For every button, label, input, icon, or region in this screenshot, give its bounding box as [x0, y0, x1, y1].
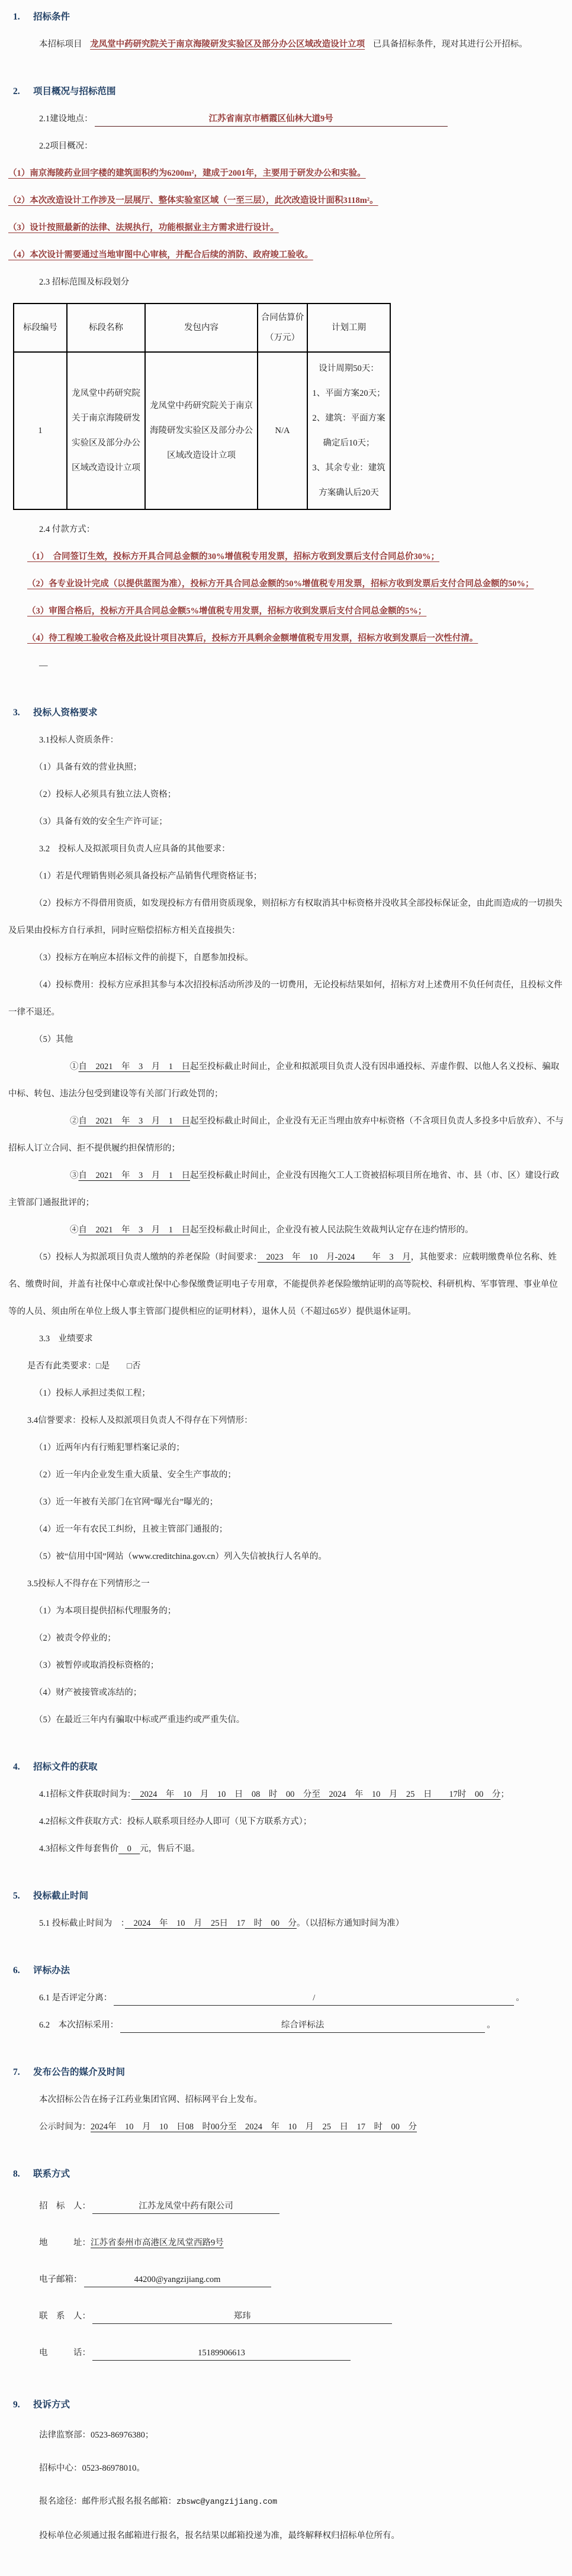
credit-item-1: （1）近两年内有行贿犯罪档案记录的； — [34, 1443, 185, 1452]
doc-price — [6, 1835, 566, 1862]
col-section-no: 标段编号 — [14, 304, 67, 352]
construction-site-row — [6, 105, 566, 133]
email-value: 44200@yangzijiang.com — [84, 2274, 271, 2287]
forbidden-item-4: （4）财产被接管或冻结的； — [34, 1688, 142, 1697]
bid-deadline-value: 2024 年 10 月 25日 17 时 00 分 — [125, 1919, 297, 1928]
clause-4-text: 起至投标截止时间止，企业没有被人民法院生效裁判认定存在违约情形的。 — [190, 1225, 474, 1235]
phone-label: 电 话： — [39, 2348, 91, 2358]
eval-separation-end: 。 — [516, 1993, 525, 2003]
table-header-row — [14, 304, 390, 352]
payment-item-2: （2）各专业设计完成（以提供蓝图为准），投标方开具合同总金额的50%增值税专用发票，招标方收到发票后支付合同总金额的50%； — [27, 579, 534, 589]
section-6-title: 评标办法 — [33, 1965, 70, 1975]
section-2-number: 2. — [13, 86, 20, 96]
qualification-item-1: （1）具备有效的营业执照； — [34, 763, 142, 772]
payment-label: 2.4 付款方式： — [39, 525, 95, 534]
other-item-2: （2）投标方不得借用资质，如发现投标方有借用资质现象，则招标方有权取消其中标资格并没收其全部投标保证金，由此而造成的一切损失及后果由投标方自行承担，同时应赔偿招标方相关直接损失： — [8, 899, 563, 935]
overview-item-1: （1）南京海陵药业回字楼的建筑面积约为6200m²，建成于2001年，主要用于研发办公和实验。 — [8, 169, 366, 178]
bid-deadline-suffix: 。（以招标方通知时间为准） — [297, 1919, 404, 1928]
section-5-number: 5. — [13, 1891, 20, 1901]
pension-period: 2023 年 10 月-2024 年 3 月 — [258, 1253, 411, 1262]
email-label: 电子邮箱： — [39, 2275, 82, 2284]
scope-label: 2.3 招标范围及标段划分 — [39, 277, 130, 287]
section-6-number: 6. — [13, 1965, 20, 1975]
section-4-title: 招标文件的获取 — [33, 1762, 98, 1772]
clause-1 — [6, 1053, 566, 1108]
publicity-period-label: 公示时间为： — [39, 2122, 91, 2132]
separator-dash: — — [39, 661, 48, 670]
phone-value: 15189906613 — [92, 2347, 351, 2361]
publicity-period — [6, 2113, 566, 2141]
table-row — [14, 352, 390, 509]
pension-prefix: （5）投标人为拟派项目负责人缴纳的养老保险（时间要求： — [34, 1253, 258, 1262]
qualification-item-2: （2）投标人必须具有独立法人资格； — [34, 790, 176, 799]
col-estimated-price-line2: （万元） — [265, 333, 300, 343]
clause-2-marker: ② — [70, 1116, 79, 1126]
col-estimated-price-line1: 合同估算价 — [261, 313, 304, 322]
clause-4-date: 自 2021 年 3 月 1 日 — [78, 1225, 190, 1235]
registration-note: 投标单位必须通过报名邮箱进行报名，报名结果以邮箱投递为准，最终解释权归招标单位所有。 — [39, 2531, 400, 2541]
schedule-line-1: 设计周期50天： — [319, 364, 379, 373]
forbidden-label: 3.5投标人不得存在下列情形之一 — [27, 1579, 150, 1589]
section-1-title: 招标条件 — [33, 12, 70, 22]
legal-supervision-phone: 法律监察部：0523-86976380； — [39, 2430, 154, 2440]
bid-center-phone: 招标中心：0523-86978010。 — [39, 2464, 145, 2473]
email-row — [6, 2261, 566, 2298]
credit-item-2: （2）近一年内企业发生重大质量、安全生产事故的； — [34, 1470, 236, 1480]
cell-estimated-price: N/A — [258, 352, 307, 509]
contact-person-row — [6, 2298, 566, 2335]
section-6-heading — [13, 1957, 566, 1984]
section-8-heading — [13, 2161, 566, 2188]
clause-4-marker: ④ — [70, 1225, 79, 1235]
other-item-1: （1）若是代理销售则必须具备投标产品销售代理资格证书； — [34, 871, 262, 881]
tenderer-label: 招 标 人： — [39, 2201, 91, 2211]
credit-label: 3.4信誉要求：投标人及拟派项目负责人不得存在下列情形： — [27, 1416, 253, 1425]
credit-item-3: （3）近一年被有关部门在官网“曝光台”曝光的； — [34, 1497, 218, 1507]
performance-question — [6, 1352, 566, 1380]
clause-1-date: 自 2021 年 3 月 1 日 — [78, 1062, 190, 1071]
clause-3-marker: ③ — [70, 1171, 79, 1180]
clause-3 — [6, 1162, 566, 1216]
section-2-title: 项目概况与招标范围 — [33, 86, 116, 96]
overview-item-4: （4）本次设计需要通过当地审图中心审核，并配合后续的消防、政府竣工验收。 — [8, 250, 313, 260]
cell-section-name: 龙凤堂中药研究院关于南京海陵研发实验区及部分办公区域改造设计立项 — [67, 352, 145, 509]
section-4-heading — [13, 1754, 566, 1781]
doc-price-value: 0 — [118, 1844, 140, 1854]
registration-route-label: 报名途径：邮件形式报名报名邮箱： — [39, 2497, 176, 2506]
eval-method-value: 综合评标法 — [120, 2019, 485, 2033]
bid-deadline — [6, 1910, 566, 1937]
cell-section-no: 1 — [14, 352, 67, 509]
tenderer-value: 江苏龙凤堂中药有限公司 — [92, 2200, 279, 2214]
schedule-line-3: 2、建筑：平面方案确定后10天； — [312, 414, 385, 448]
clause-2-date: 自 2021 年 3 月 1 日 — [78, 1116, 190, 1126]
address-row — [6, 2225, 566, 2261]
address-value: 江苏省泰州市高港区龙凤堂西路9号 — [91, 2238, 224, 2248]
col-section-name: 标段名称 — [67, 304, 145, 352]
eval-method-label: 6.2 本次招标采用： — [39, 2020, 119, 2030]
bid-sections-table — [13, 303, 391, 510]
address-label: 地 址： — [39, 2238, 91, 2248]
announcement-media: 本次招标公告在扬子江药业集团官网、招标网平台上发布。 — [39, 2095, 262, 2104]
pension-suffix: ，其他要求：应载明缴费单位名称、姓名、缴费时间，并盖有社保中心章或社保中心参保缴费证明电子专用章，不能提供养老保险缴纳证明的高等院校、科研机构、军事管理、事业单位等的人员、须由所在单位上级人事主管部门提供相应的证明材料），退休人员（不超过65岁）提供退休证明。 — [8, 1253, 558, 1316]
bid-deadline-label: 5.1 投标截止时间为 ： — [39, 1919, 125, 1928]
overview-item-2: （2）本次改造设计工作涉及一层展厅、整体实验室区域（一至三层），此次改造设计面积3118m²。 — [8, 196, 378, 205]
col-estimated-price — [258, 304, 307, 352]
eval-separation-row — [6, 1984, 566, 2012]
cell-package-content: 龙凤堂中药研究院关于南京海陵研发实验区及部分办公区域改造设计立项 — [145, 352, 258, 509]
forbidden-item-3: （3）被暂停或取消投标资格的； — [34, 1661, 159, 1670]
col-planned-schedule: 计划工期 — [307, 304, 390, 352]
clause-1-marker: ① — [70, 1062, 79, 1071]
intro-suffix: 已具备招标条件，现对其进行公开招标。 — [372, 40, 528, 49]
clause-2 — [6, 1108, 566, 1162]
section-5-heading — [13, 1883, 566, 1910]
section-3-title: 投标人资格要求 — [33, 708, 98, 718]
intro-prefix: 本招标项目 — [39, 40, 82, 49]
tender-intro-paragraph — [6, 31, 566, 58]
doc-obtain-method: 4.2招标文件获取方式：投标人联系项目经办人即可（见下方联系方式）； — [39, 1817, 312, 1826]
section-9-title: 投诉方式 — [33, 2400, 70, 2410]
forbidden-item-2: （2）被责令停业的； — [34, 1634, 116, 1643]
other-item-5: （5）其他 — [34, 1035, 73, 1044]
clause-3-date: 自 2021 年 3 月 1 日 — [78, 1171, 190, 1180]
section-8-title: 联系方式 — [33, 2169, 70, 2179]
phone-row — [6, 2335, 566, 2371]
clause-3-text: 起至投标截止时间止，企业没有因拖欠工人工资被招标项目所在地省、市、县（市、区）建设行政主管部门通报批评的； — [8, 1171, 560, 1208]
eval-method-end: 。 — [487, 2020, 496, 2030]
doc-price-suffix: 元，售后不退。 — [140, 1844, 200, 1854]
section-4-number: 4. — [13, 1762, 20, 1772]
qualification-label: 3.1投标人资质条件： — [39, 735, 119, 745]
contact-person-label: 联 系 人： — [39, 2312, 91, 2321]
col-package-content: 发包内容 — [145, 304, 258, 352]
section-1-heading — [13, 4, 566, 31]
payment-item-3: （3）审图合格后，投标方开具合同总金额5%增值税专用发票，招标方收到发票后支付合同总金额的5%； — [27, 606, 427, 616]
section-9-heading — [13, 2391, 566, 2419]
credit-item-4: （4）近一年有农民工纠纷，且被主管部门通报的； — [34, 1525, 228, 1534]
doc-obtain-time-label: 4.1招标文件获取时间为： — [39, 1790, 131, 1799]
performance-label: 3.3 业绩要求 — [39, 1334, 93, 1344]
eval-separation-label: 6.1 是否评定分离： — [39, 1993, 113, 2003]
eval-method-row — [6, 2012, 566, 2039]
pension-requirement — [6, 1244, 566, 1325]
cell-planned-schedule — [307, 352, 390, 509]
performance-checkboxes: 是否有此类要求：□是 □否 — [27, 1361, 141, 1371]
project-name: 龙凤堂中药研究院关于南京海陵研发实验区及部分办公区域改造设计立项 — [90, 40, 365, 49]
section-7-title: 发布公告的媒介及时间 — [33, 2067, 126, 2077]
doc-obtain-time — [6, 1781, 566, 1808]
doc-price-label: 4.3招标文件每套售价 — [39, 1844, 119, 1854]
publicity-period-value: 2024年 10 月 10 日08 时00分至 2024 年 10 月 25 日 17 时 00 分 — [91, 2122, 417, 2132]
section-8-number: 8. — [13, 2169, 20, 2179]
forbidden-item-5: （5）在最近三年内有骗取中标或严重违约或严重失信。 — [34, 1715, 245, 1725]
section-5-title: 投标截止时间 — [33, 1891, 89, 1901]
forbidden-item-1: （1）为本项目提供招标代理服务的； — [34, 1606, 176, 1616]
payment-item-4: （4）待工程竣工验收合格及此设计项目决算后，投标方开具剩余金额增值税专用发票，招标方收到发票后一次性付清。 — [27, 634, 478, 643]
section-7-number: 7. — [13, 2067, 20, 2077]
section-1-number: 1. — [13, 12, 20, 22]
eval-separation-value: / — [114, 1992, 514, 2006]
construction-site-label: 2.1建设地点： — [39, 114, 93, 124]
section-9-number: 9. — [13, 2400, 20, 2410]
construction-site-value: 江苏省南京市栖霞区仙林大道9号 — [95, 113, 448, 127]
section-3-heading — [13, 699, 566, 727]
section-7-heading — [13, 2059, 566, 2086]
qualification-item-3: （3）具备有效的安全生产许可证； — [34, 817, 168, 827]
other-item-3: （3）投标方在响应本招标文件的前提下，自愿参加投标。 — [34, 953, 253, 963]
clause-1-text: 起至投标截止时间止，企业和拟派项目负责人没有因串通投标、弄虚作假、以他人名义投标、骗取中标、转包、违法分包受到建设等有关部门行政处罚的； — [8, 1062, 560, 1099]
doc-obtain-time-value: 2024 年 10 月 10 日 08 时 00 分至 2024 年 10 月 25 日 17时 00 分 — [131, 1790, 501, 1799]
tenderer-row — [6, 2188, 566, 2225]
doc-obtain-time-end: ； — [500, 1790, 509, 1799]
payment-item-1: （1） 合同签订生效，投标方开具合同总金额的30%增值税专用发票，招标方收到发票后支付合同总价30%； — [27, 552, 439, 561]
registration-email: zbswc@yangzijiang.com — [176, 2498, 278, 2507]
other-item-4: （4）投标费用：投标方应承担其参与本次招投标活动所涉及的一切费用，无论投标结果如何，招标方对上述费用不负任何责任，且投标文件一律不退还。 — [8, 980, 563, 1017]
contact-person-value: 郑玮 — [92, 2310, 392, 2324]
performance-item-1: （1）投标人承担过类似工程； — [34, 1389, 150, 1398]
registration-route — [6, 2485, 566, 2519]
clause-2-text: 起至投标截止时间止，企业没有无正当理由放弃中标资格（不含项目负责人多投多中后放弃）、不与招标人订立合同、拒不提供履约担保情形的； — [8, 1116, 564, 1153]
section-3-number: 3. — [13, 708, 20, 718]
other-requirements-label: 3.2 投标人及拟派项目负责人应具备的其他要求： — [39, 844, 230, 854]
section-2-heading — [13, 78, 566, 105]
credit-item-5: （5）被“信用中国”网站（www.creditchina.gov.cn）列入失信被执行人名单的。 — [34, 1552, 327, 1561]
schedule-line-2: 1、平面方案20天； — [312, 389, 385, 398]
overview-item-3: （3）设计按照最新的法律、法规执行，功能根据业主方需求进行设计。 — [8, 223, 279, 233]
project-overview-label: 2.2项目概况： — [39, 141, 93, 151]
clause-4 — [6, 1216, 566, 1244]
schedule-line-4: 3、其余专业：建筑方案确认后20天 — [312, 463, 385, 498]
